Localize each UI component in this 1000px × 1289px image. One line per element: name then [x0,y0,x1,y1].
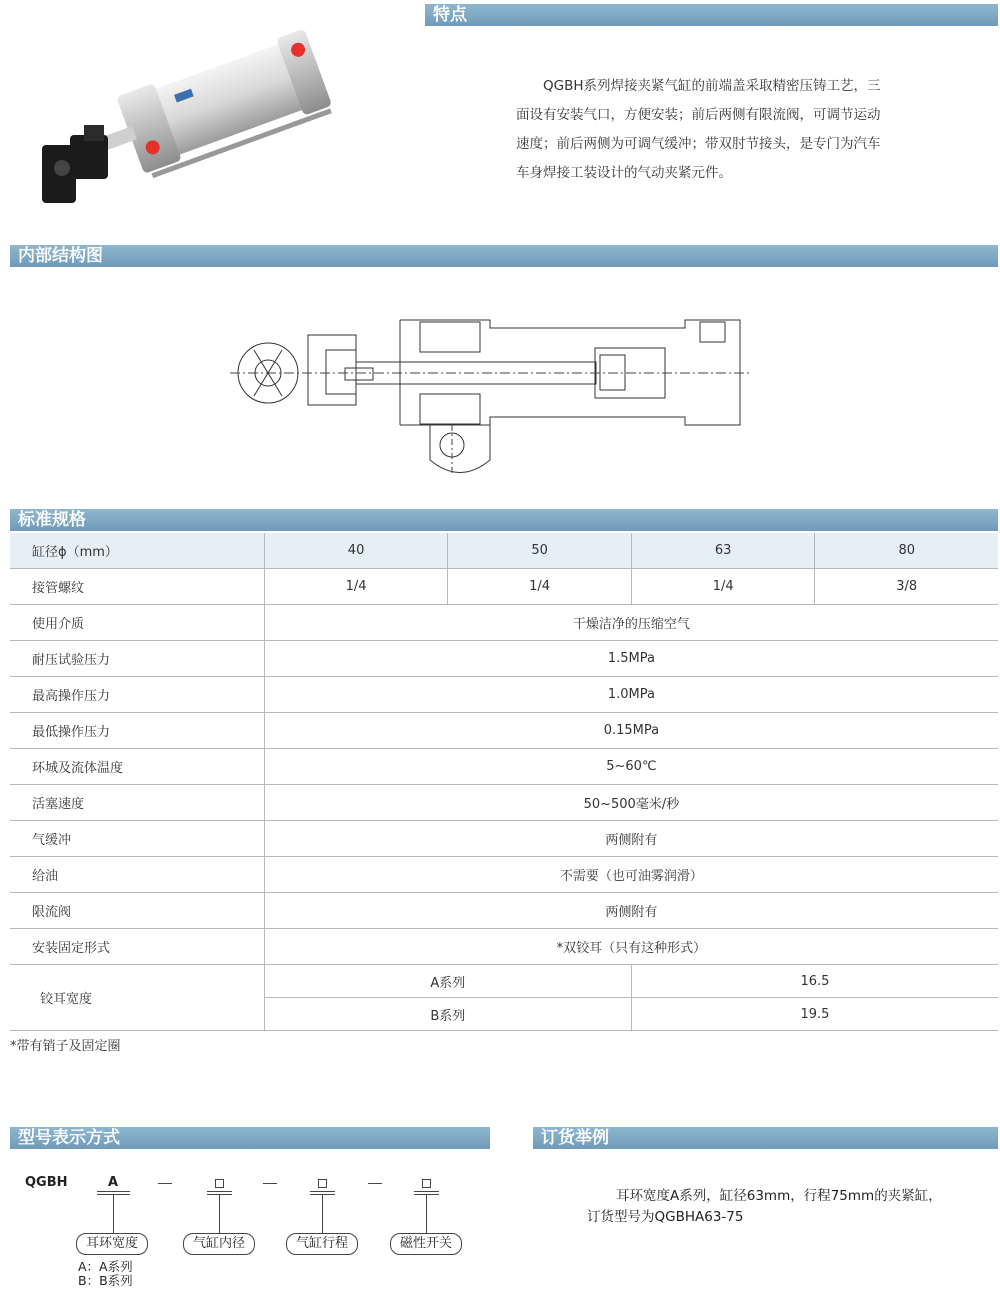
separator-dash [368,1183,382,1184]
thread-value: 3/8 [815,569,998,605]
spec-title: 标准规格 [10,509,998,531]
bore-label: 缸径ϕ（mm） [10,533,264,569]
ear-series-a: A系列 [264,965,631,998]
spec-row-label: 最高操作压力 [10,677,264,713]
spec-row [10,713,998,749]
spec-row [10,857,998,893]
features-text [516,72,916,188]
placeholder-box [422,1179,431,1188]
order-line-2: 订货型号为QGBHA63-75 [587,1209,744,1225]
features-line: 速度；前后两侧为可调气缓冲；带双肘节接头，是专门为汽车 [516,136,881,152]
spec-row-label: 活塞速度 [10,785,264,821]
spec-row-value: 两侧附有 [264,821,998,857]
structure-title: 内部结构图 [10,245,998,267]
spec-table [10,533,998,1031]
box-underline [310,1191,335,1192]
bore-40: 40 [264,533,448,569]
thread-value: 1/4 [631,569,815,605]
ear-value-a: 16.5 [631,965,998,998]
ear-value-b: 19.5 [631,998,998,1031]
model-title: 型号表示方式 [10,1127,490,1149]
spec-row-label: 环城及流体温度 [10,749,264,785]
spec-row-value: 不需要（也可油雾润滑） [264,857,998,893]
spec-thread-row [10,569,998,605]
box-stem [322,1194,323,1234]
ear-width-label: 铰耳宽度 [10,965,264,1031]
spec-row [10,893,998,929]
separator-dash [158,1183,172,1184]
spec-row-label: 安装固定形式 [10,929,264,965]
features-line: QGBH系列焊接夹紧气缸的前端盖采取精密压铸工艺，三 [543,78,881,94]
box-underline [414,1191,439,1192]
spec-row [10,749,998,785]
spec-row [10,821,998,857]
spec-row-label: 给油 [10,857,264,893]
box-underline [207,1191,232,1192]
placeholder-box [215,1179,224,1188]
spec-row-value: 1.0MPa [264,677,998,713]
box-stem [219,1194,220,1234]
label-magnetic-switch: 磁性开关 [390,1233,462,1255]
model-prefix: QGBH [25,1175,68,1190]
spec-row-value: 50~500毫米/秒 [264,785,998,821]
spec-row [10,929,998,965]
features-line: 车身焊接工装设计的气动夹紧元件。 [516,165,732,181]
product-photo [22,20,352,210]
spec-row-label: 最低操作压力 [10,713,264,749]
bore-63: 63 [631,533,815,569]
ear-row-a [10,965,998,998]
spec-header-row [10,533,998,569]
thread-value: 1/4 [448,569,632,605]
spec-row-value: 1.5MPa [264,641,998,677]
features-line: 面设有安装气口，方便安装；前后两侧有限流阀，可调节运动 [516,107,881,123]
separator-dash [263,1183,277,1184]
spec-row-value: *双铰耳（只有这种形式） [264,929,998,965]
spec-row [10,605,998,641]
spec-row-label: 耐压试验压力 [10,641,264,677]
ear-series-b: B系列 [264,998,631,1031]
order-title: 订货举例 [533,1127,998,1149]
internal-structure-drawing [230,300,750,490]
spec-row-label: 气缓冲 [10,821,264,857]
order-line-1: 耳环宽度A系列，缸径63mm，行程75mm的夹紧缸， [616,1188,942,1204]
thread-label: 接管螺纹 [10,569,264,605]
spec-row-label: 限流阀 [10,893,264,929]
spec-note: *带有销子及固定圈 [10,1039,121,1054]
box-stem [426,1194,427,1234]
spec-row-value: 5~60℃ [264,749,998,785]
model-code-a: A [108,1175,119,1190]
bore-80: 80 [815,533,998,569]
label-ear-width: 耳环宽度 [76,1233,148,1255]
placeholder-box [318,1179,327,1188]
code-a-underline [97,1191,130,1192]
bore-50: 50 [448,533,632,569]
spec-row-value: 0.15MPa [264,713,998,749]
note-b: B：B系列 [78,1273,133,1288]
label-bore: 气缸内径 [183,1233,255,1255]
code-a-stem [113,1194,114,1234]
label-stroke: 气缸行程 [286,1233,358,1255]
thread-value: 1/4 [264,569,448,605]
spec-row-value: 干燥洁净的压缩空气 [264,605,998,641]
note-a: A：A系列 [78,1259,133,1274]
spec-row-value: 两侧附有 [264,893,998,929]
spec-row [10,641,998,677]
features-title: 特点 [425,4,998,26]
spec-row [10,785,998,821]
spec-row [10,677,998,713]
spec-row-label: 使用介质 [10,605,264,641]
